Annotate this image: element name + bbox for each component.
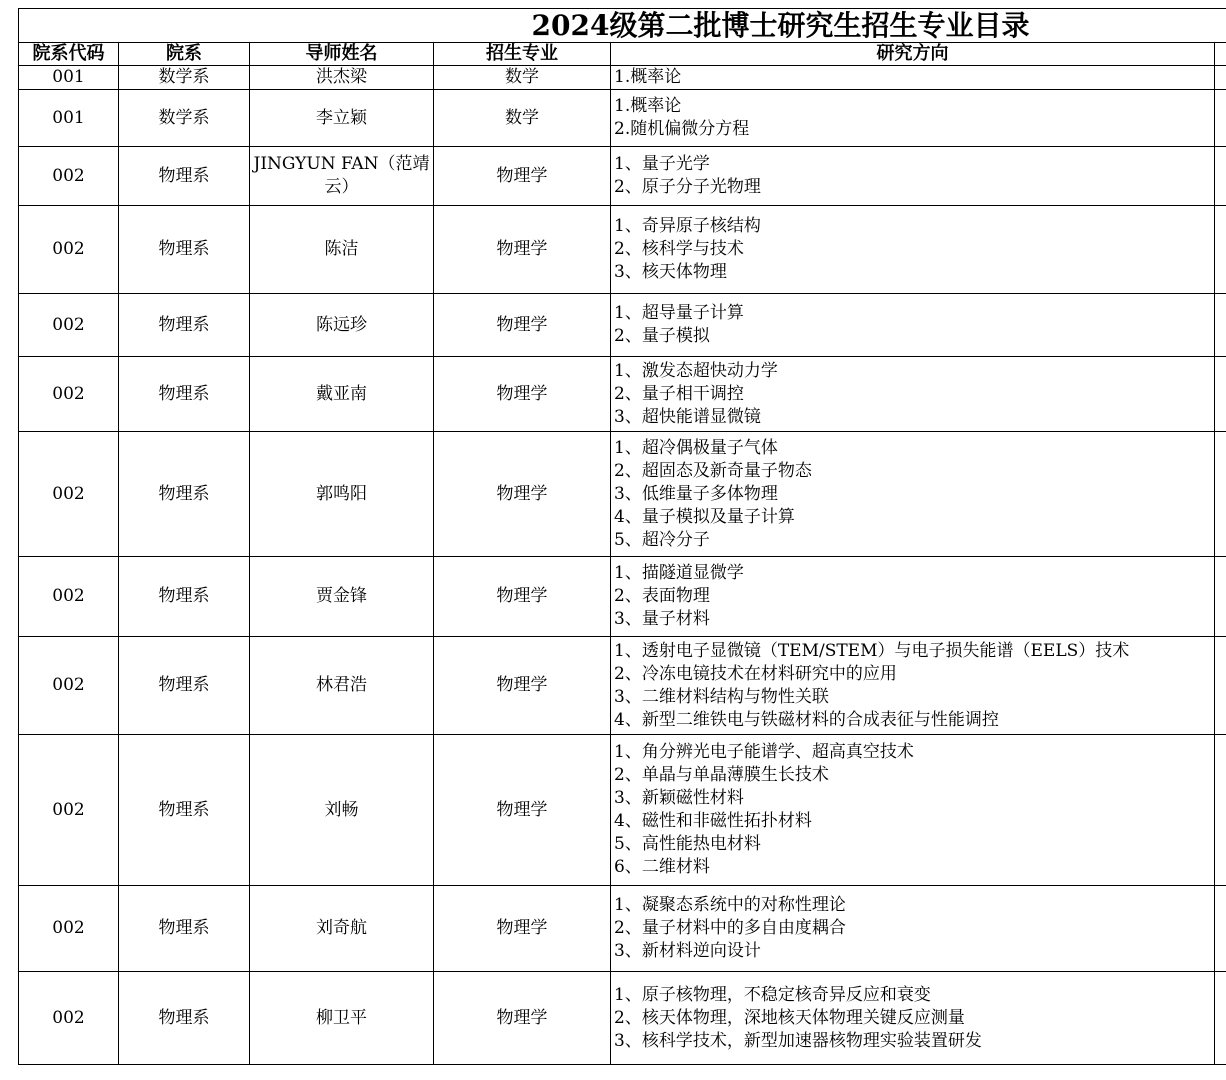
research-direction-item: 5、超冷分子 [614,529,710,550]
major-cell: 物理学 [434,886,611,972]
research-direction-item: 3、量子材料 [614,609,710,629]
table-row [19,886,1226,972]
extra-cell [1215,886,1226,972]
table-row [19,147,1226,206]
dept-code-cell: 002 [19,206,119,294]
advisor-name-cell: JINGYUN FAN（范靖云） [250,147,434,206]
research-direction-item: 6、二维材料 [614,857,710,877]
dept-name-cell: 物理系 [119,637,250,735]
dept-name-cell: 物理系 [119,886,250,972]
advisor-name-cell: 林君浩 [250,637,434,735]
major-cell: 物理学 [434,432,611,557]
research-direction-item: 1.概率论 [614,67,682,87]
extra-cell [1215,557,1226,637]
dept-code-cell: 002 [19,735,119,886]
research-direction-item: 2、核天体物理，深地核天体物理关键反应测量 [614,1007,965,1028]
research-direction-item: 2.随机偏微分方程 [614,119,750,139]
research-direction-item: 3、新材料逆向设计 [614,941,761,961]
extra-cell [1215,735,1226,886]
research-direction-item: 4、新型二维铁电与铁磁材料的合成表征与性能调控 [614,709,999,730]
header-directions: 研究方向 [611,43,1215,66]
research-direction-item: 1、角分辨光电子能谱学、超高真空技术 [614,742,914,762]
research-directions-cell [611,972,1215,1065]
advisor-name-cell: 陈远珍 [250,294,434,357]
research-direction-item: 4、量子模拟及量子计算 [614,506,795,527]
advisor-name-cell: 洪杰梁 [250,66,434,90]
header-extra [1215,43,1226,66]
major-cell: 数学 [434,90,611,147]
research-direction-item: 3、核天体物理 [614,262,727,282]
research-direction-item: 2、量子相干调控 [614,383,744,404]
catalog-table [18,8,1226,1065]
dept-name-cell: 物理系 [119,147,250,206]
research-direction-item: 1、透射电子显微镜（TEM/STEM）与电子损失能谱（EELS）技术 [614,640,1130,661]
header-major: 招生专业 [434,43,611,66]
research-direction-item: 3、低维量子多体物理 [614,483,778,504]
table-row [19,294,1226,357]
table-row [19,357,1226,432]
extra-cell [1215,206,1226,294]
research-directions-cell [611,66,1215,90]
dept-code-cell: 002 [19,557,119,637]
extra-cell [1215,432,1226,557]
major-cell: 物理学 [434,294,611,357]
header-code: 院系代码 [19,43,119,66]
extra-cell [1215,294,1226,357]
research-directions-cell [611,294,1215,357]
extra-cell [1215,66,1226,90]
dept-name-cell: 物理系 [119,294,250,357]
dept-code-cell: 002 [19,357,119,432]
research-directions-cell [611,557,1215,637]
major-cell: 物理学 [434,972,611,1065]
header-row [19,43,1226,66]
dept-name-cell: 数学系 [119,90,250,147]
dept-code-cell: 001 [19,90,119,147]
table-row [19,432,1226,557]
dept-code-cell: 002 [19,886,119,972]
table-body [19,66,1226,1065]
research-direction-item: 2、表面物理 [614,586,710,606]
major-cell: 物理学 [434,206,611,294]
research-directions-cell [611,886,1215,972]
major-cell: 物理学 [434,147,611,206]
header-dept: 院系 [119,43,250,66]
dept-name-cell: 数学系 [119,66,250,90]
research-directions-cell [611,357,1215,432]
advisor-name-cell: 刘畅 [250,735,434,886]
table-row [19,557,1226,637]
research-directions-cell [611,735,1215,886]
table-row [19,972,1226,1065]
research-directions-cell [611,637,1215,735]
research-directions-cell [611,206,1215,294]
extra-cell [1215,147,1226,206]
extra-cell [1215,637,1226,735]
page-title: 2024级第二批博士研究生招生专业目录 [19,9,1226,43]
dept-code-cell: 002 [19,637,119,735]
research-directions-cell [611,90,1215,147]
advisor-name-cell: 李立颖 [250,90,434,147]
research-direction-item: 1.概率论 [614,96,682,116]
research-direction-item: 2、量子模拟 [614,326,710,346]
dept-name-cell: 物理系 [119,557,250,637]
research-direction-item: 3、超快能谱显微镜 [614,406,761,427]
research-direction-item: 2、单晶与单晶薄膜生长技术 [614,765,829,785]
extra-cell [1215,972,1226,1065]
major-cell: 物理学 [434,735,611,886]
major-cell: 数学 [434,66,611,90]
research-direction-item: 3、二维材料结构与物性关联 [614,686,829,707]
advisor-name-cell: 陈洁 [250,206,434,294]
research-directions-cell [611,432,1215,557]
dept-name-cell: 物理系 [119,357,250,432]
extra-cell [1215,90,1226,147]
dept-code-cell: 002 [19,972,119,1065]
advisor-name-cell: 柳卫平 [250,972,434,1065]
research-direction-item: 3、核科学技术，新型加速器核物理实验装置研发 [614,1030,982,1051]
research-direction-item: 2、原子分子光物理 [614,177,761,197]
table-row [19,206,1226,294]
research-direction-item: 2、核科学与技术 [614,239,744,259]
research-direction-item: 1、量子光学 [614,154,710,174]
advisor-name-cell: 郭鸣阳 [250,432,434,557]
major-cell: 物理学 [434,637,611,735]
table-row [19,66,1226,90]
advisor-name-cell: 贾金锋 [250,557,434,637]
dept-code-cell: 002 [19,294,119,357]
research-direction-item: 2、超固态及新奇量子物态 [614,460,812,481]
research-direction-item: 1、原子核物理，不稳定核奇异反应和衰变 [614,984,931,1005]
research-direction-item: 1、超冷偶极量子气体 [614,437,778,458]
extra-cell [1215,357,1226,432]
research-direction-item: 1、激发态超快动力学 [614,360,778,381]
dept-name-cell: 物理系 [119,432,250,557]
table-row [19,735,1226,886]
advisor-name-cell: 戴亚南 [250,357,434,432]
dept-code-cell: 002 [19,147,119,206]
research-direction-item: 3、新颖磁性材料 [614,788,744,808]
research-direction-item: 4、磁性和非磁性拓扑材料 [614,811,812,831]
dept-name-cell: 物理系 [119,972,250,1065]
research-direction-item: 2、量子材料中的多自由度耦合 [614,918,846,938]
dept-code-cell: 001 [19,66,119,90]
major-cell: 物理学 [434,357,611,432]
research-direction-item: 1、奇异原子核结构 [614,216,761,236]
dept-name-cell: 物理系 [119,735,250,886]
research-direction-item: 5、高性能热电材料 [614,834,761,854]
research-direction-item: 1、描隧道显微学 [614,563,744,583]
table-row [19,90,1226,147]
research-direction-item: 2、冷冻电镜技术在材料研究中的应用 [614,663,897,684]
major-cell: 物理学 [434,557,611,637]
research-direction-item: 1、超导量子计算 [614,303,744,323]
table-row [19,637,1226,735]
title-row [19,9,1226,43]
header-advisor: 导师姓名 [250,43,434,66]
research-directions-cell [611,147,1215,206]
advisor-name-cell: 刘奇航 [250,886,434,972]
dept-name-cell: 物理系 [119,206,250,294]
research-direction-item: 1、凝聚态系统中的对称性理论 [614,895,846,915]
dept-code-cell: 002 [19,432,119,557]
